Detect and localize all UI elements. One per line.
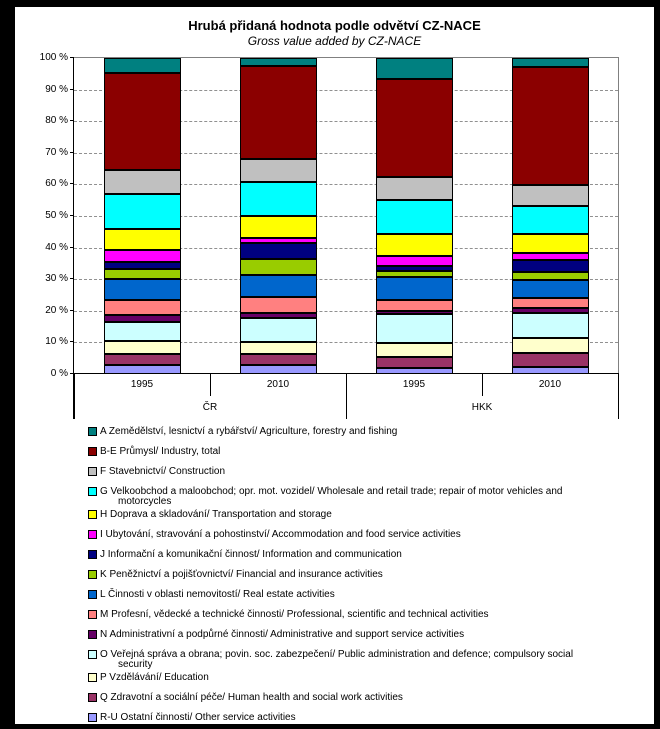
legend-label: L Činnosti v oblasti nemovitostí/ Real estate activities [100,589,335,600]
bar-segment-n [104,315,181,322]
bar-segment-h [512,234,589,252]
bar-segment-l [240,275,317,297]
bar-segment-p [104,341,181,353]
bar-segment-m [104,300,181,315]
bar-segment-l [376,277,453,299]
x-group-label: HKK [471,402,493,413]
y-axis-label: 90 % [45,83,68,95]
legend-item-j [88,550,608,560]
y-axis-tick [70,247,74,248]
legend-label: Q Zdravotní a sociální péče/ Human health and social work activities [100,692,403,703]
legend-label: O Veřejná správa a obrana; povin. soc. zabezpečení/ Public administration and defence; compulsory social security [100,649,574,670]
bar-segment-g [512,206,589,234]
y-axis-line [73,57,74,419]
legend-swatch-r-u [88,713,97,722]
legend-swatch-h [88,510,97,519]
legend-label: A Zemědělství, lesnictví a rybářství/ Agriculture, forestry and fishing [100,426,398,437]
bar-segment-b-e [104,73,181,170]
y-axis-tick [70,89,74,90]
legend-swatch-m [88,610,97,619]
legend-item-n [88,630,608,640]
y-axis-label: 60 % [45,178,68,190]
bar-segment-g [376,200,453,234]
legend-label: B-E Průmysl/ Industry, total [100,446,221,457]
bar-segment-j [104,262,181,270]
x-category-label: 1995 [402,379,426,390]
bar-segment-k [104,269,181,279]
legend-item-g [88,487,608,507]
x-axis-separator [210,374,211,396]
legend-item-k [88,570,608,580]
bar-segment-h [376,234,453,256]
legend-item-o [88,650,608,670]
bar-segment-a [512,58,589,67]
legend-item-h [88,510,608,520]
legend-label: M Profesní, vědecké a technické činnosti/ Professional, scientific and technical activities [100,609,489,620]
legend-swatch-i [88,530,97,539]
legend-swatch-a [88,427,97,436]
bar-segment-l [512,280,589,298]
bar-segment-f [240,159,317,181]
legend-label: F Stavebnictví/ Construction [100,466,226,477]
x-axis-separator [74,374,75,419]
bar-segment-o [104,322,181,341]
plot-area [74,57,619,374]
legend-item-q [88,693,608,703]
bar-segment-j [240,243,317,259]
bar-segment-m [376,300,453,311]
legend-swatch-b-e [88,447,97,456]
y-axis-label: 30 % [45,273,68,285]
legend-item-r-u [88,713,608,723]
legend-item-p [88,673,608,683]
legend-swatch-f [88,467,97,476]
y-axis-tick [70,120,74,121]
legend-label: H Doprava a skladování/ Transportation and storage [100,509,332,520]
bar-segment-m [240,297,317,313]
bar-segment-k [512,272,589,280]
legend-swatch-q [88,693,97,702]
bar-segment-q [104,354,181,365]
bar-segment-b-e [240,66,317,160]
legend-label: J Informační a komunikační činnost/ Information and communication [100,549,402,560]
y-axis-label: 20 % [45,304,68,316]
bar-segment-h [104,229,181,251]
x-category-label: 2010 [538,379,562,390]
bar-segment-g [104,194,181,228]
bar-segment-a [376,58,453,79]
bar-segment-p [512,338,589,353]
legend-swatch-o [88,650,97,659]
bar-segment-o [240,318,317,342]
legend-item-m [88,610,608,620]
bar-segment-o [512,313,589,339]
bar-segment-g [240,182,317,216]
bar-segment-p [376,343,453,356]
x-axis-separator [482,374,483,396]
y-axis-label: 10 % [45,336,68,348]
legend-swatch-n [88,630,97,639]
bar-segment-a [104,58,181,73]
legend-label: P Vzdělávání/ Education [100,672,209,683]
y-axis-tick [70,310,74,311]
legend-item-i [88,530,608,540]
x-category-label: 2010 [266,379,290,390]
bar-segment-j [512,260,589,272]
bar-segment-f [512,185,589,206]
y-axis-label: 40 % [45,241,68,253]
bar-segment-f [376,177,453,199]
bar-hkk-2010 [512,58,589,374]
legend-item-b-e [88,447,608,457]
x-axis-separator [346,374,347,419]
legend-item-l [88,590,608,600]
bar-segment-f [104,170,181,194]
x-axis-separator [618,374,619,419]
bar-segment-l [104,279,181,300]
y-axis-tick [70,57,74,58]
bar-čr-1995 [104,58,181,374]
legend-swatch-g [88,487,97,496]
y-axis-label: 0 % [50,368,68,379]
y-axis-tick [70,341,74,342]
legend-item-a [88,427,608,437]
bar-čr-2010 [240,58,317,374]
y-axis-label: 50 % [45,210,68,221]
x-category-label: 1995 [130,379,154,390]
bar-segment-b-e [512,67,589,185]
legend-label: K Peněžnictví a pojišťovnictví/ Financial and insurance activities [100,569,383,580]
legend [88,427,608,729]
bar-segment-i [376,256,453,266]
bar-hkk-1995 [376,58,453,374]
legend-label: N Administrativní a podpůrné činnosti/ Administrative and support service activities [100,629,465,640]
legend-label: I Ubytování, stravování a pohostinství/ Accommodation and food service activities [100,529,461,540]
bar-segment-b-e [376,79,453,177]
chart-subtitle: Gross value added by CZ-NACE [247,34,422,48]
legend-swatch-l [88,590,97,599]
legend-label: G Velkoobchod a maloobchod; opr. mot. vozidel/ Wholesale and retail trade; repair of motor vehicles and motorcycles [100,486,563,507]
bar-segment-m [512,298,589,308]
bar-segment-i [104,250,181,261]
legend-label: R-U Ostatní činnosti/ Other service activities [100,712,296,723]
legend-swatch-k [88,570,97,579]
chart-title: Hrubá přidaná hodnota podle odvětví CZ-NACE [188,18,481,33]
y-axis-tick [70,152,74,153]
x-group-label: ČR [202,402,218,413]
y-axis-tick [70,215,74,216]
legend-item-f [88,467,608,477]
bar-segment-q [512,353,589,367]
y-axis-label: 100 % [39,52,68,63]
bar-segment-p [240,342,317,353]
y-axis-label: 80 % [45,115,68,127]
legend-swatch-p [88,673,97,682]
bar-segment-a [240,58,317,66]
y-axis-label: 70 % [45,146,68,158]
bar-segment-q [376,357,453,369]
bar-segment-o [376,314,453,343]
bar-segment-i [512,253,589,260]
bar-segment-q [240,354,317,365]
legend-swatch-j [88,550,97,559]
y-axis-tick [70,183,74,184]
chart-canvas [15,7,654,724]
bar-segment-h [240,216,317,238]
bar-segment-k [240,259,317,275]
y-axis-tick [70,278,74,279]
